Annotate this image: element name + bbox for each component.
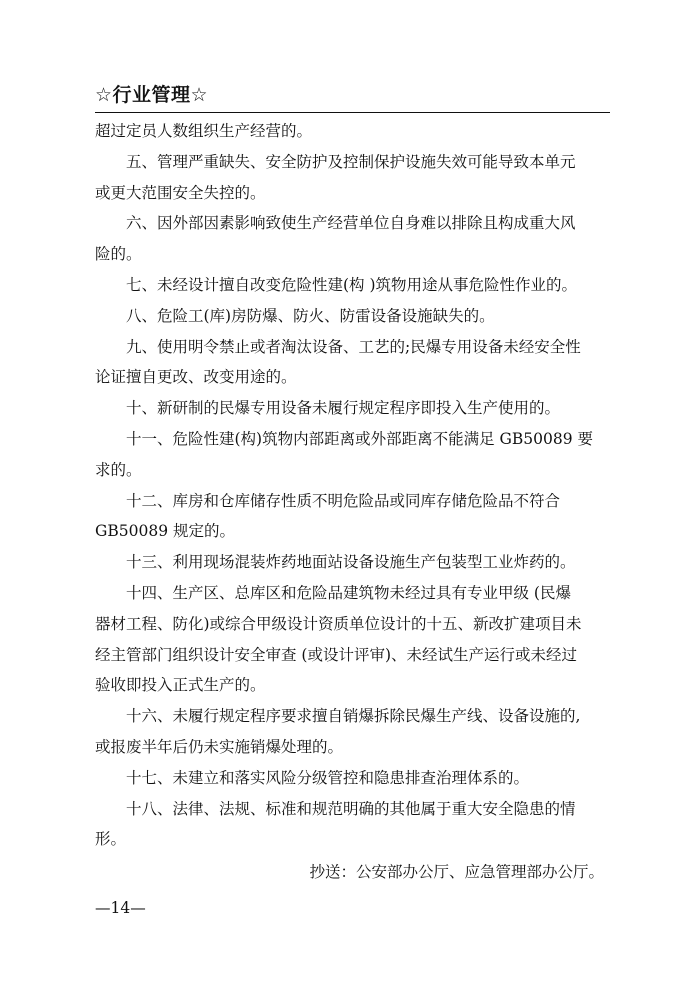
text-line: 十一、危险性建(构)筑物内部距离或外部距离不能满足 GB50089 要 (126, 429, 594, 448)
text-line: 十二、库房和仓库储存性质不明危险品或同库存储危险品不符合 (126, 491, 561, 510)
text-line: 超过定员人数组织生产经营的。 (95, 122, 313, 140)
text-line: 十三、利用现场混装炸药地面站设备设施生产包装型工业炸药的。 (126, 553, 576, 572)
text-line: 十七、未建立和落实风险分级管控和隐患排查治理体系的。 (126, 768, 530, 787)
text-line: 十六、未履行规定程序要求擅自销爆拆除民爆生产线、设备设施的, (126, 707, 581, 726)
text-line: 五、管理严重缺失、安全防护及控制保护设施失效可能导致本单元 (126, 152, 576, 171)
section-header (95, 82, 610, 113)
text-line: 七、未经设计擅自改变危险性建(构 )筑物用途从事危险性作业的。 (126, 275, 578, 294)
text-line: 论证擅自更改、改变用途的。 (95, 368, 297, 387)
text-line: 形。 (95, 830, 127, 849)
text-line: 验收即投入正式生产的。 (95, 676, 266, 695)
page-number: —14— (95, 899, 146, 917)
text-line: 十四、生产区、总库区和危险品建筑物未经过具有专业甲级 (民爆 (126, 583, 571, 602)
text-line: 经主管部门组织设计安全审查 (或设计评审)、未经试生产运行或未经过 (95, 645, 578, 664)
text-line: 九、使用明令禁止或者淘汰设备、工艺的;民爆专用设备未经安全性 (126, 337, 581, 356)
document-body (95, 116, 610, 888)
text-line: 险的。 (95, 245, 142, 264)
cc-line: 抄送：公安部办公厅、应急管理部办公厅。 (309, 863, 604, 882)
text-line: 器材工程、防化)或综合甲级设计资质单位设计的十五、新改扩建项目未 (95, 614, 582, 633)
section-title: ☆行业管理☆ (95, 84, 209, 106)
text-line: 或报废半年后仍未实施销爆处理的。 (95, 737, 344, 756)
text-line: 六、因外部因素影响致使生产经营单位自身难以排除且构成重大风 (126, 214, 576, 233)
text-line: 求的。 (95, 460, 142, 479)
text-line: 十、新研制的民爆专用设备未履行规定程序即投入生产使用的。 (126, 399, 561, 418)
text-line: GB50089 规定的。 (95, 522, 236, 541)
text-line: 十八、法律、法规、标准和规范明确的其他属于重大安全隐患的情 (126, 799, 576, 818)
header-divider (95, 112, 610, 113)
text-line: 或更大范围安全失控的。 (95, 183, 266, 202)
text-line: 八、危险工(库)房防爆、防火、防雷设备设施缺失的。 (126, 306, 495, 325)
